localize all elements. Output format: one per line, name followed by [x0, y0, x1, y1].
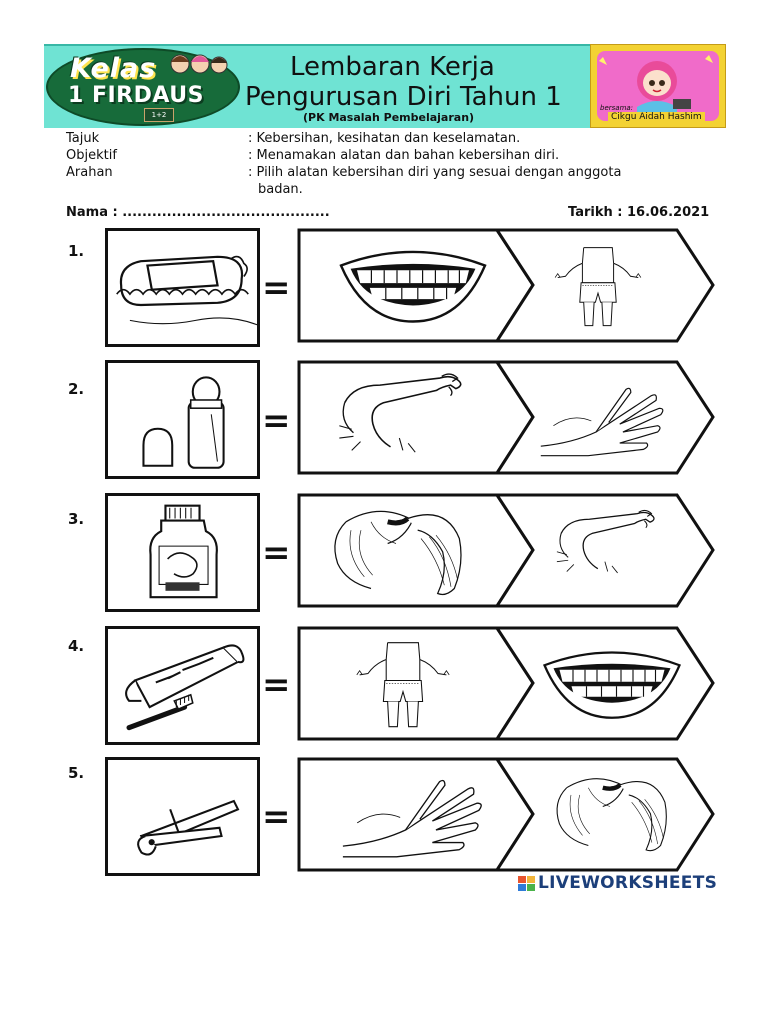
info-value-tajuk: : Kebersihan, kesihatan dan keselamatan.: [248, 131, 521, 146]
question-number: 5.: [68, 764, 85, 782]
title-line-2: Pengurusan Diri Tahun 1: [245, 82, 562, 112]
item-box-toothpaste: [105, 626, 260, 745]
hand-icon[interactable]: [525, 368, 675, 466]
kids-icon: [168, 52, 228, 78]
armpit-icon[interactable]: [327, 366, 477, 466]
info-label-tajuk: Tajuk: [66, 131, 100, 146]
nail-clipper-icon: [108, 760, 257, 873]
info-label-objektif: Objektif: [66, 148, 117, 163]
hair-icon[interactable]: [321, 501, 471, 601]
item-box-shampoo: [105, 493, 260, 612]
question-number: 4.: [68, 637, 85, 655]
info-value-arahan: : Pilih alatan kebersihan diri yang sesuai dengan anggota: [248, 165, 622, 180]
title-line-1: Lembaran Kerja: [290, 52, 495, 82]
info-label-arahan: Arahan: [66, 165, 113, 180]
teacher-prefix: bersama:: [600, 104, 634, 112]
chalkboard-icon: 1+2: [144, 108, 174, 122]
item-box-soap: [105, 228, 260, 347]
date-label: Tarikh : 16.06.2021: [568, 205, 710, 220]
title-line-3: (PK Masalah Pembelajaran): [303, 111, 475, 124]
class-badge: [46, 48, 240, 126]
hair-icon[interactable]: [545, 765, 675, 861]
question-number: 1.: [68, 242, 85, 260]
mouth-teeth-icon[interactable]: [333, 238, 493, 333]
mouth-teeth-icon[interactable]: [537, 640, 687, 728]
armpit-icon[interactable]: [547, 499, 667, 589]
class-badge-name: 1 FIRDAUS: [68, 83, 204, 108]
equals-sign: =: [262, 533, 291, 573]
info-value-arahan-cont: badan.: [258, 182, 303, 197]
answer-options: [297, 626, 717, 741]
deodorant-icon: [108, 363, 257, 476]
hand-icon[interactable]: [325, 763, 495, 863]
info-value-objektif: : Menamakan alatan dan bahan kebersihan diri.: [248, 148, 560, 163]
answer-options: [297, 493, 717, 608]
class-badge-kelas: Kelas: [70, 53, 157, 84]
teacher-name: Cikgu Aidah Hashim: [608, 112, 705, 122]
toothpaste-icon: [108, 629, 257, 742]
equals-sign: =: [262, 665, 291, 705]
question-number: 2.: [68, 380, 85, 398]
equals-sign: =: [262, 268, 291, 308]
shampoo-icon: [108, 496, 257, 609]
answer-options: [297, 757, 717, 872]
equals-sign: =: [262, 797, 291, 837]
name-field[interactable]: Nama : ..........................................: [66, 205, 330, 220]
body-icon[interactable]: [333, 630, 473, 738]
equals-sign: =: [262, 401, 291, 441]
item-box-nail-clipper: [105, 757, 260, 876]
question-number: 3.: [68, 510, 85, 528]
answer-options: [297, 228, 717, 343]
footer-brand: LIVEWORKSHEETS: [538, 873, 718, 893]
body-icon[interactable]: [533, 232, 663, 340]
class-badge-wrapper: [44, 44, 244, 126]
liveworksheets-logo-icon: [518, 876, 536, 892]
answer-options: [297, 360, 717, 475]
soap-icon: [108, 231, 257, 344]
item-box-deodorant: [105, 360, 260, 479]
